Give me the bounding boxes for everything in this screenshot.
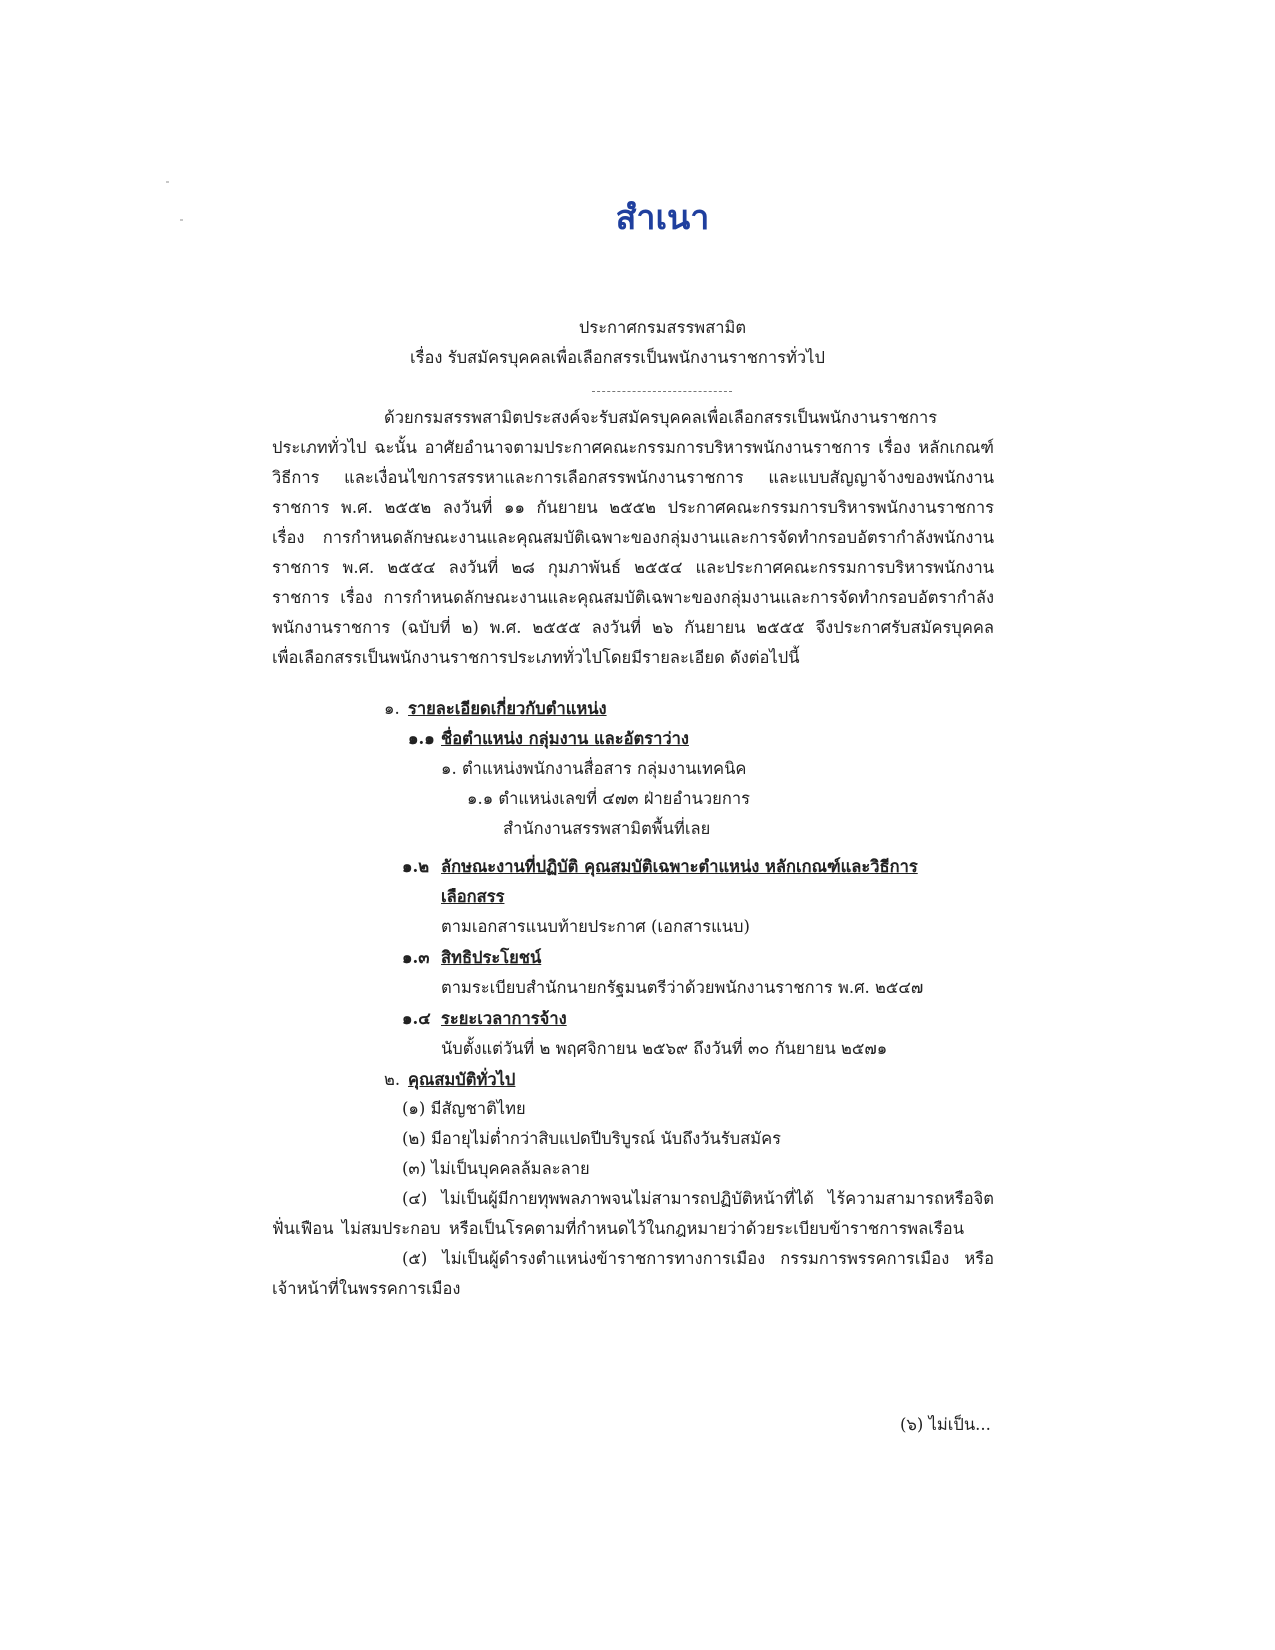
section-1-4-text: นับตั้งแต่วันที่ ๒ พฤศจิกายน ๒๕๖๙ ถึงวันที่ ๓๐ กันยายน ๒๕๗๑ bbox=[441, 1039, 888, 1058]
intro-line-2: ประเภททั่วไป ฉะนั้น อาศัยอำนาจตามประกาศคณะกรรมการบริหารพนักงานราชการ เรื่อง หลักเกณฑ์ bbox=[272, 438, 994, 457]
qualification-5: (๕) ไม่เป็นผู้ดำรงตำแหน่งข้าราชการทางการเมือง กรรมการพรรคการเมือง หรือ bbox=[402, 1249, 994, 1268]
intro-line-4: ราชการ พ.ศ. ๒๕๕๒ ลงวันที่ ๑๑ กันยายน ๒๕๕๒ ประกาศคณะกรรมการบริหารพนักงานราชการ bbox=[272, 498, 994, 517]
section-1-2-number: ๑.๒ bbox=[402, 857, 430, 876]
section-1-4-heading: ระยะเวลาการจ้าง bbox=[441, 1009, 567, 1028]
qualification-4-cont: ฟั่นเฟือน ไม่สมประกอบ หรือเป็นโรคตามที่กำหนดไว้ในกฎหมายว่าด้วยระเบียบข้าราชการพลเรือน bbox=[272, 1219, 964, 1238]
scan-speck bbox=[180, 219, 183, 221]
header-divider bbox=[592, 391, 732, 392]
section-2-heading: คุณสมบัติทั่วไป bbox=[408, 1070, 516, 1089]
section-1-heading: รายละเอียดเกี่ยวกับตำแหน่ง bbox=[408, 699, 607, 718]
qualification-5-cont: เจ้าหน้าที่ในพรรคการเมือง bbox=[272, 1279, 461, 1298]
intro-line-8: พนักงานราชการ (ฉบับที่ ๒) พ.ศ. ๒๕๕๕ ลงวันที่ ๒๖ กันยายน ๒๕๕๕ จึงประกาศรับสมัครบุคคล bbox=[272, 618, 994, 637]
intro-line-9: เพื่อเลือกสรรเป็นพนักงานราชการประเภททั่วไปโดยมีรายละเอียด ดังต่อไปนี้ bbox=[272, 648, 800, 667]
section-1-3-number: ๑.๓ bbox=[402, 948, 430, 967]
intro-line-7: ราชการ เรื่อง การกำหนดลักษณะงานและคุณสมบัติเฉพาะของกลุ่มงานและการจัดทำกรอบอัตรากำลัง bbox=[272, 588, 994, 607]
intro-line-3: วิธีการ และเงื่อนไขการสรรหาและการเลือกสรรพนักงานราชการ และแบบสัญญาจ้างของพนักงาน bbox=[272, 468, 994, 487]
position-office: สำนักงานสรรพสามิตพื้นที่เลย bbox=[503, 819, 711, 838]
section-1-2-heading: ลักษณะงานที่ปฏิบัติ คุณสมบัติเฉพาะตำแหน่ง หลักเกณฑ์และวิธีการ bbox=[441, 857, 918, 876]
position-number: ๑.๑ ตำแหน่งเลขที่ ๔๗๓ ฝ่ายอำนวยการ bbox=[467, 789, 750, 808]
qualification-4: (๔) ไม่เป็นผู้มีกายทุพพลภาพจนไม่สามารถปฏิบัติหน้าที่ได้ ไร้ความสามารถหรือจิต bbox=[402, 1189, 994, 1208]
section-1-1-heading: ชื่อตำแหน่ง กลุ่มงาน และอัตราว่าง bbox=[441, 729, 689, 748]
section-2-number: ๒. bbox=[384, 1070, 401, 1089]
section-1-3-heading: สิทธิประโยชน์ bbox=[441, 948, 542, 967]
section-1-number: ๑. bbox=[384, 699, 400, 718]
announcement-title: ประกาศกรมสรรพสามิต bbox=[578, 318, 747, 337]
qualification-1: (๑) มีสัญชาติไทย bbox=[402, 1099, 526, 1118]
qualification-2: (๒) มีอายุไม่ต่ำกว่าสิบแปดปีบริบูรณ์ นับถึงวันรับสมัคร bbox=[402, 1129, 781, 1148]
intro-line-5: เรื่อง การกำหนดลักษณะงานและคุณสมบัติเฉพาะของกลุ่มงานและการจัดทำกรอบอัตรากำลังพนักงาน bbox=[272, 528, 994, 547]
page-continuation: (๖) ไม่เป็น... bbox=[900, 1415, 991, 1434]
intro-line-6: ราชการ พ.ศ. ๒๕๕๔ ลงวันที่ ๒๘ กุมภาพันธ์ ๒๕๕๔ และประกาศคณะกรรมการบริหารพนักงาน bbox=[272, 558, 994, 577]
section-1-4-number: ๑.๔ bbox=[402, 1009, 431, 1028]
scan-speck bbox=[166, 181, 169, 183]
copy-stamp: สำเนา bbox=[615, 198, 710, 238]
section-1-3-text: ตามระเบียบสำนักนายกรัฐมนตรีว่าด้วยพนักงานราชการ พ.ศ. ๒๕๔๗ bbox=[441, 978, 924, 997]
section-1-1-number: ๑.๑ bbox=[408, 729, 435, 748]
section-1-2-heading-cont: เลือกสรร bbox=[441, 887, 505, 906]
qualification-3: (๓) ไม่เป็นบุคคลล้มละลาย bbox=[402, 1159, 590, 1178]
position-title: ๑. ตำแหน่งพนักงานสื่อสาร กลุ่มงานเทคนิค bbox=[441, 759, 747, 778]
announcement-subject: เรื่อง รับสมัครบุคคลเพื่อเลือกสรรเป็นพนักงานราชการทั่วไป bbox=[410, 348, 825, 367]
section-1-2-text: ตามเอกสารแนบท้ายประกาศ (เอกสารแนบ) bbox=[441, 917, 750, 936]
intro-line-1: ด้วยกรมสรรพสามิตประสงค์จะรับสมัครบุคคลเพื่อเลือกสรรเป็นพนักงานราชการ bbox=[384, 408, 938, 427]
